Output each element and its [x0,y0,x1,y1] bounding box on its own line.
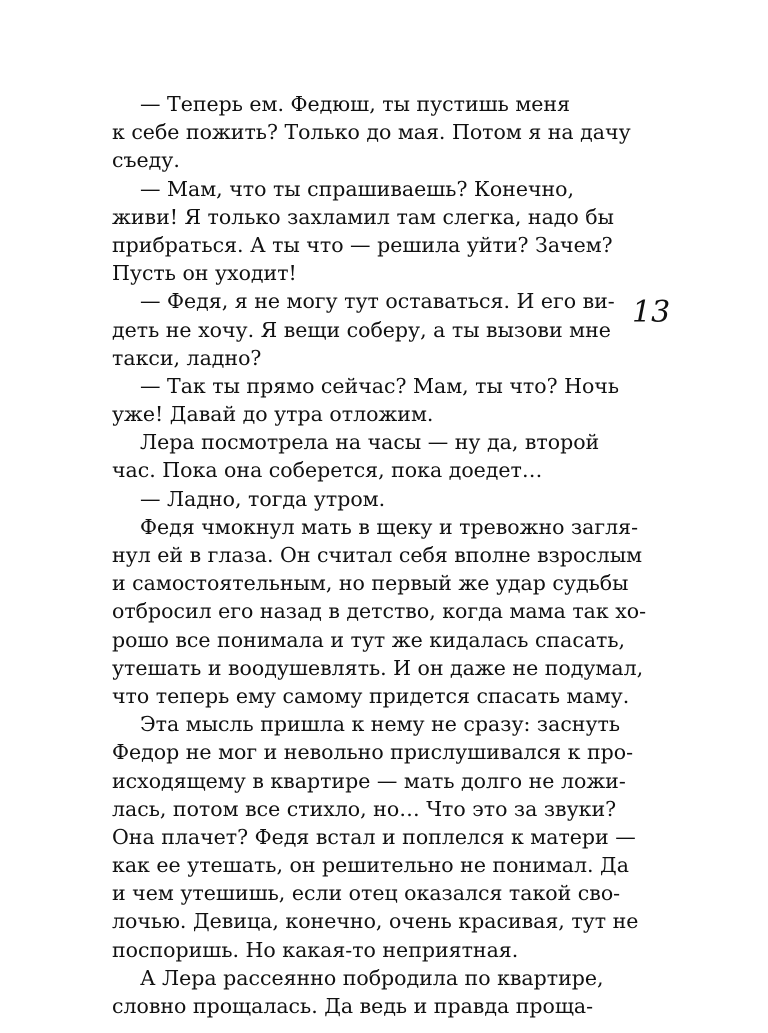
text-line: Федя чмокнул мать в щеку и тревожно загля- [140,514,639,539]
page-number: 13 [632,295,671,330]
text-line: Пусть он уходит! [112,261,297,286]
text-line: — Ладно, тогда утром. [140,486,386,511]
text-line: Лера посмотрела на часы — ну да, второй [140,430,600,455]
text-line: — Мам, что ты спрашиваешь? Конечно, [140,176,575,201]
text-line: живи! Я только захламил там слегка, надо бы [112,204,614,229]
text-line: — Теперь ем. Федюш, ты пустишь меня [140,92,571,116]
body-text [112,90,647,1020]
text-line: и чем утешишь, если отец оказался такой сво- [112,881,621,906]
text-line: съеду. [112,148,180,173]
text-line: — Федя, я не могу тут оставаться. И его ви- [140,289,615,314]
text-line: Федор не мог и невольно прислушивался к про- [112,740,634,765]
text-line: исходящему в квартире — мать долго не ложи- [112,768,626,793]
text-line: прибраться. А ты что — решила уйти? Зачем? [112,232,613,257]
text-line: час. Пока она соберется, пока доедет… [112,458,543,483]
text-line: к себе пожить? Только до мая. Потом я на дачу [112,120,631,145]
text-line: Эта мысль пришла к нему не сразу: заснуть [140,712,621,737]
text-line: деть не хочу. Я вещи соберу, а ты вызови мне [112,317,611,342]
text-line: как ее утешать, он решительно не понимал. Да [112,853,629,878]
text-line: Она плачет? Федя встал и поплелся к матери — [112,824,636,849]
text-line: утешать и воодушевлять. И он даже не подумал, [112,655,644,680]
text-line: поспоришь. Но какая-то неприятная. [112,937,519,962]
text-line: лочью. Девица, конечно, очень красивая, тут не [112,909,639,934]
text-line: и самостоятельным, но первый же удар судьбы [112,571,629,596]
text-line: уже! Давай до утра отложим. [112,402,434,427]
text-line: нул ей в глаза. Он считал себя вполне взрослым [112,543,643,567]
text-line: лась, потом все стихло, но… Что это за звуки? [112,796,617,821]
text-line: — Так ты прямо сейчас? Мам, ты что? Ночь [140,373,620,398]
text-line: рошо все понимала и тут же кидалась спасать, [112,627,626,652]
text-line: такси, ладно? [112,345,262,370]
text-line: словно прощалась. Да ведь и правда проща- [112,994,594,1018]
text-line: отбросил его назад в детство, когда мама так хо- [112,599,647,624]
text-line: А Лера рассеянно побродила по квартире, [140,965,604,990]
text-line: что теперь ему самому придется спасать маму. [112,683,630,708]
